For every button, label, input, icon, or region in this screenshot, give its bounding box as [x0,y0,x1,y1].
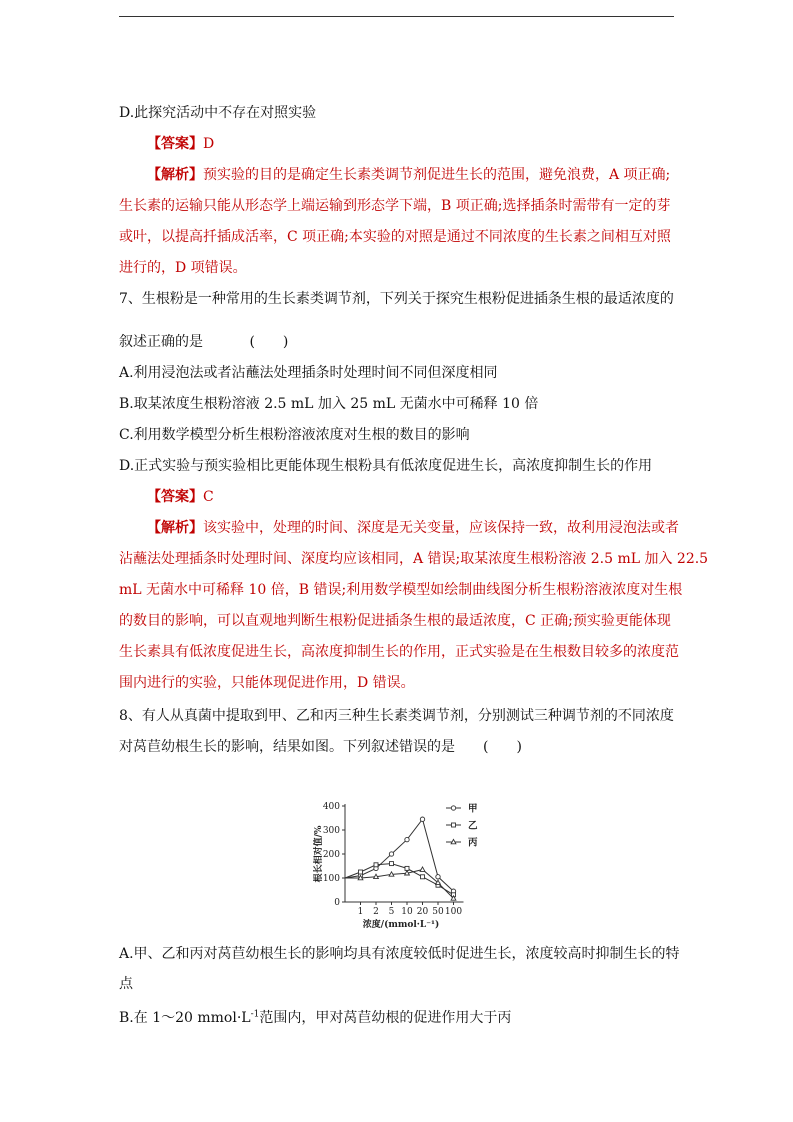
header-rule [119,16,674,17]
q6-explanation-line-2: 生长素的运输只能从形态学上端运输到形态学下端，B 项正确;选择插条时需带有一定的芽 [119,198,671,214]
data-point-square [374,863,378,867]
x-tick-label: 100 [444,907,463,917]
x-tick-label: 10 [401,907,413,917]
chart-svg [313,800,488,932]
q7-stem-line-1: 7、生根粉是一种常用的生长素类调节剂，下列关于探究生根粉促进插条生根的最适浓度的 [119,291,674,307]
q7-stem-line-2: 叙述正确的是 ( ) [119,334,289,350]
data-point-circle [389,852,393,856]
answer-value: C [203,489,214,505]
data-point-triangle [389,872,394,876]
y-axis-label: 根长相对值/% [314,825,324,883]
q7-option-a: A.利用浸泡法或者沾蘸法处理插条时处理时间不同但深度相同 [119,365,498,381]
q7-explanation-line-4: 的数目的影响，可以直观地判断生根粉促进插条生根的最适浓度，C 正确;预实验更能体现 [119,613,671,629]
x-axis-label: 浓度/(mmol·L⁻¹) [362,920,440,930]
explanation-label: 【解析】 [147,167,203,183]
q8-stem-line-1: 8、有人从真菌中提取到甲、乙和丙三种生长素类调节剂，分别测试三种调节剂的不同浓度 [119,708,674,724]
root-length-chart [313,800,488,932]
data-point-triangle [374,874,379,878]
legend-marker-square [452,823,456,827]
explanation-text: 该实验中，处理的时间、深度是无关变量，应该保持一致，故利用浸泡法或者 [203,520,679,536]
q7-answer [147,487,214,507]
data-point-triangle [420,867,425,871]
y-tick-label: 400 [322,802,340,812]
unit-superscript: -1 [250,1009,260,1020]
data-point-square [390,862,394,866]
data-point-square [359,870,363,874]
q6-option-d: D.此探究活动中不存在对照实验 [119,105,317,121]
y-tick-label: 0 [334,898,340,908]
data-point-circle [405,837,409,841]
q7-explanation-line-6: 围内进行的实验，只能体现促进作用，D 错误。 [119,675,415,691]
legend-marker-triangle [451,839,456,843]
legend-marker-circle [451,806,455,810]
option-b-text: B.在 1～20 mmol·L [119,1010,251,1026]
q8-option-a-line-1: A.甲、乙和丙对莴苣幼根生长的影响均具有浓度较低时促进生长，浓度较高时抑制生长的特 [119,946,680,962]
q7-explanation-line-3: mL 无菌水中可稀释 10 倍，B 错误;利用数学模型如绘制曲线图分析生根粉溶液浓度对生根 [119,582,683,598]
x-tick-label: 1 [357,907,364,917]
x-tick-label: 20 [416,907,429,917]
answer-label: 【答案】 [147,489,203,505]
option-b-text-rest: 范围内，甲对莴苣幼根的促进作用大于丙 [259,1010,512,1026]
q6-explanation-line-1 [147,165,670,185]
q7-option-d: D.正式实验与预实验相比更能体现生根粉具有低浓度促进生长，高浓度抑制生长的作用 [119,458,653,474]
legend-label: 乙 [468,820,478,832]
q6-explanation-line-3: 或叶，以提高扦插成活率，C 项正确;本实验的对照是通过不同浓度的生长素之间相互对照 [119,229,671,245]
series-line-1 [345,819,454,891]
q8-option-b [119,1008,511,1028]
q6-explanation-line-4: 进行的，D 项错误。 [119,260,247,276]
answer-label: 【答案】 [147,136,203,152]
data-point-circle [420,817,424,821]
q7-option-c: C.利用数学模型分析生根粉溶液浓度对生根的数目的影响 [119,427,470,443]
legend-label: 丙 [468,837,478,849]
data-point-circle [436,875,440,879]
x-tick-label: 5 [388,907,395,917]
q7-explanation-line-5: 生长素具有低浓度促进生长，高浓度抑制生长的作用，正式实验是在生根数目较多的浓度范 [119,644,679,660]
x-tick-label: 2 [373,907,379,917]
x-tick-label: 50 [432,907,444,917]
explanation-text: 预实验的目的是确定生长素类调节剂促进生长的范围，避免浪费，A 项正确; [203,167,671,183]
q7-explanation-line-2: 沾蘸法处理插条时处理时间、深度均应该相同，A 错误;取某浓度生根粉溶液 2.5 mL 加入 22.5 [119,551,709,567]
y-tick-label: 300 [322,826,340,836]
data-point-square [421,875,425,879]
legend-label: 甲 [468,803,478,815]
q7-explanation-line-1 [147,518,679,538]
q8-option-a-line-2: 点 [119,976,133,992]
q8-stem-line-2: 对莴苣幼根生长的影响，结果如图。下列叙述错误的是 ( ) [119,739,522,755]
data-point-triangle [405,871,410,875]
explanation-label: 【解析】 [147,520,203,536]
answer-value: D [203,136,215,152]
y-tick-label: 200 [322,850,340,860]
y-tick-label: 100 [322,874,340,884]
q7-option-b: B.取某浓度生根粉溶液 2.5 mL 加入 25 mL 无菌水中可稀释 10 倍 [119,396,539,412]
q6-answer [147,134,214,154]
